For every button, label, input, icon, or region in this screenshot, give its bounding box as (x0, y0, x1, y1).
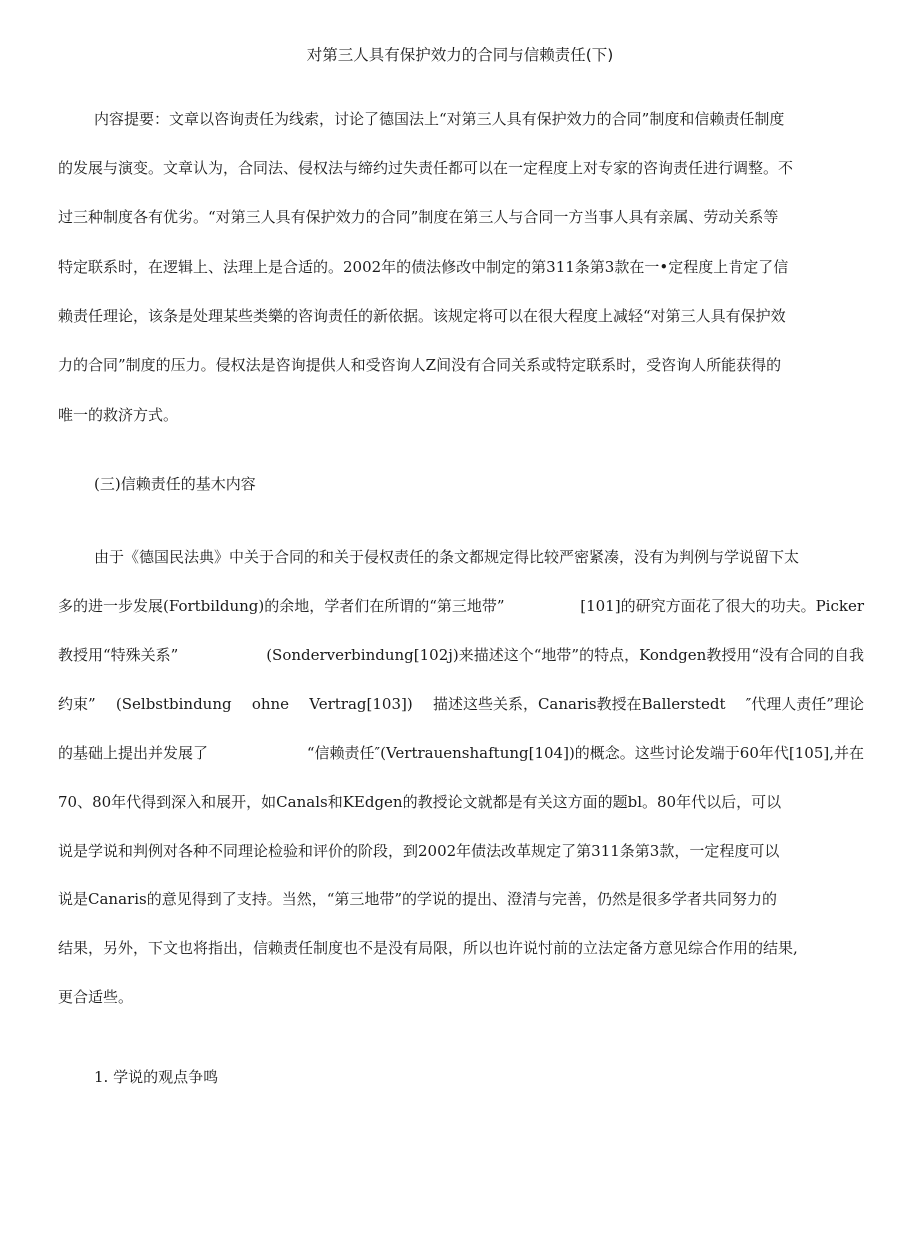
body-text-segment: (Selbstbindung (115, 695, 232, 713)
body-line: 说是学说和判例对各种不同理论检验和评价的阶段，到2002年债法改革规定了第311条第3款，一定程度可以 (58, 842, 780, 860)
abstract-line: 特定联系时，在逻辑上、法理上是合适的。2002年的债法修改中制定的第311条第3款在一•定程度上肯定了信 (58, 258, 789, 276)
body-line: 由于《德国民法典》中关于合同的和关于侵权责任的条文都规定得比较严密紧凑，没有为判例与学说留下太 (94, 548, 800, 566)
body-line: 更合适些。 (58, 988, 134, 1006)
body-text-segment: 教授用“特殊关系” (58, 646, 179, 664)
body-line (58, 741, 864, 765)
body-line: 结果，另外，下文也将指出，信赖责任制度也不是没有局限，所以也许说忖前的立法定备方意见综合作用的结果, (58, 939, 798, 957)
body-text-segment: [101]的研究方面花了很大的功夫。Picker (580, 597, 864, 615)
body-line: 70、80年代得到深入和展开，如Canals和KEdgen的教授论文就都是有关这方面的题bl。80年代以后，可以 (58, 793, 782, 811)
abstract-line: 赖责任理论，该条是处理某些类樂的咨询责任的新依据。该规定将可以在很大程度上减轻“对第三人具有保护效 (58, 307, 786, 325)
document-title: 对第三人具有保护效力的合同与信赖责任(下) (306, 46, 614, 64)
subsection-heading: 1. 学说的观点争鸣 (94, 1068, 219, 1086)
body-text-segment: 约束” (58, 695, 96, 713)
body-text-segment: “信赖责任″(Vertrauenshaftung[104])的概念。这些讨论发端于60年代[105],并在 (306, 744, 864, 762)
body-line (58, 594, 864, 618)
abstract-line: 唯一的救济方式。 (58, 406, 179, 424)
body-text-segment: 描述这些关系，Canaris教授在Ballerstedt (432, 695, 726, 713)
abstract-line: 力的合同”制度的压力。侵权法是咨询提供人和受咨询人Z间没有合同关系或特定联系时，受咨询人所能获得的 (58, 356, 782, 374)
body-text-segment: 的基础上提出并发展了 (58, 744, 209, 762)
body-line (58, 643, 864, 667)
body-line (58, 692, 864, 716)
body-line: 说是Canaris的意见得到了支持。当然，“第三地带”的学说的提出、澄清与完善，仍然是很多学者共同努力的 (58, 890, 778, 908)
body-text-segment: 多的进一步发展(Fortbildung)的余地，学者们在所谓的“第三地带” (58, 597, 505, 615)
abstract-line: 的发展与演变。文章认为，合同法、侵权法与缔约过失责任都可以在一定程度上对专家的咨询责任进行调整。不 (58, 159, 794, 177)
abstract-line: 过三种制度各有优劣。“对第三人具有保护效力的合同”制度在第三人与合同一方当事人具有亲属、劳动关系等 (58, 208, 779, 226)
body-text-segment: Vertrag[103]) (309, 695, 413, 713)
abstract-line: 内容提要：文章以咨询责任为线索，讨论了德国法上“对第三人具有保护效力的合同”制度和信赖责任制度 (94, 110, 785, 128)
body-text-segment: ohne (251, 695, 290, 713)
body-text-segment: (Sonderverbindung[102j)来描述这个“地带”的特点，Kondgen教授用“没有合同的自我 (266, 646, 864, 664)
body-text-segment: ″代理人责任”理论 (745, 695, 864, 713)
section-heading: (三)信赖责任的基木内容 (94, 475, 256, 493)
